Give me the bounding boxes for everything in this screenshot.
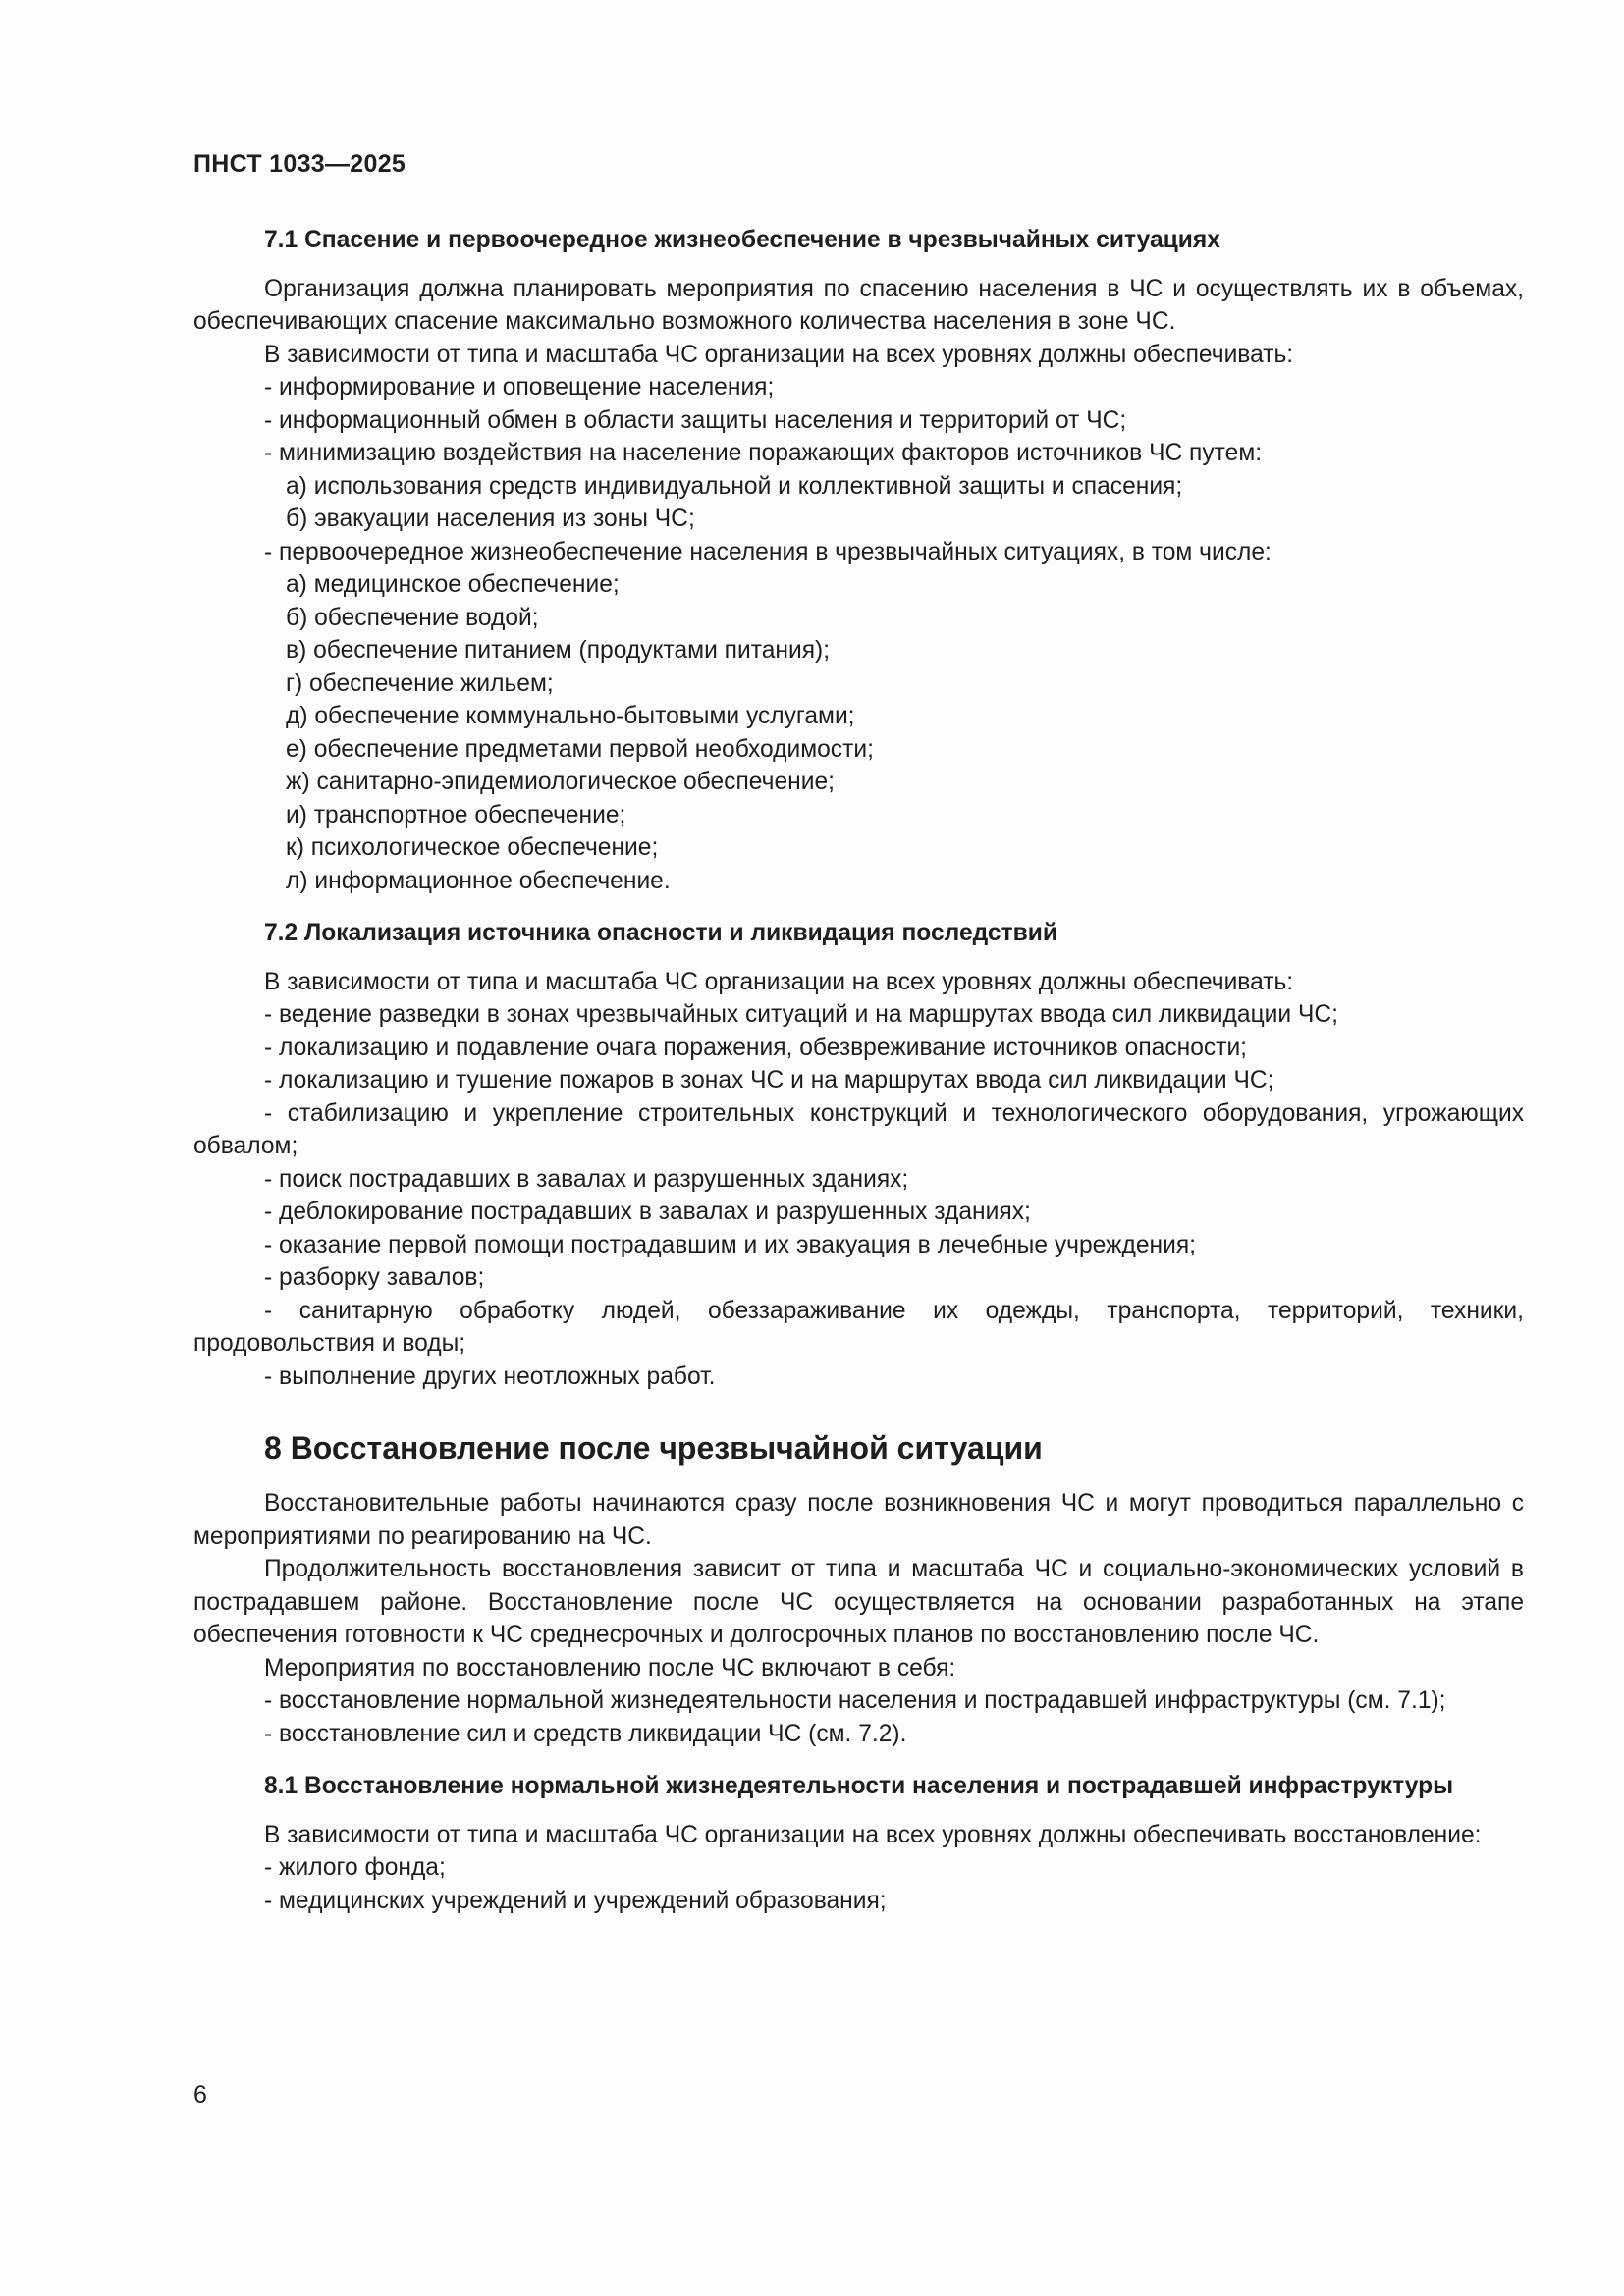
list-item: - восстановление сил и средств ликвидации ЧС (см. 7.2).	[264, 1720, 907, 1747]
sub-list-item: ж) санитарно-эпидемиологическое обеспечение;	[286, 769, 835, 795]
sub-list-item: л) информационное обеспечение.	[286, 867, 671, 894]
sub-list-item: и) транспортное обеспечение;	[286, 801, 626, 828]
sub-list-item: к) психологическое обеспечение;	[286, 834, 659, 861]
sub-list-item: а) медицинское обеспечение;	[286, 571, 620, 598]
list-item: - выполнение других неотложных работ.	[264, 1362, 716, 1390]
list-item: - медицинских учреждений и учреждений образования;	[264, 1887, 887, 1914]
list-item: - поиск пострадавших в завалах и разрушенных зданиях;	[264, 1165, 909, 1193]
sub-list-item: в) обеспечение питанием (продуктами питания);	[286, 637, 831, 664]
sub-list-item: г) обеспечение жильем;	[286, 669, 554, 697]
list-item: - информационный обмен в области защиты населения и территорий от ЧС;	[264, 406, 1127, 434]
list-item: - ведение разведки в зонах чрезвычайных ситуаций и на маршрутах ввода сил ликвидации ЧС;	[264, 1001, 1338, 1028]
document-body	[193, 224, 1524, 1917]
list-item: - первоочередное жизнеобеспечение населения в чрезвычайных ситуациях, в том числе:	[264, 538, 1272, 565]
paragraph: Мероприятия по восстановлению после ЧС включают в себя:	[264, 1654, 956, 1682]
list-item: - оказание первой помощи пострадавшим и их эвакуация в лечебные учреждения;	[264, 1231, 1196, 1258]
section-7-2-title: 7.2 Локализация источника опасности и ликвидация последствий	[264, 920, 1058, 946]
list-item: - локализацию и тушение пожаров в зонах ЧС и на маршрутах ввода сил ликвидации ЧС;	[264, 1067, 1274, 1094]
list-item: - разборку завалов;	[264, 1264, 485, 1291]
sub-list-item: б) обеспечение водой;	[286, 604, 539, 631]
section-8-title: 8 Восстановление после чрезвычайной ситуации	[264, 1430, 1043, 1466]
sub-list-item: б) эвакуации населения из зоны ЧС;	[286, 506, 695, 532]
list-item: - санитарную обработку людей, обеззараживание их одежды, транспорта, территорий, техники, продовольствия и воды;	[193, 1297, 1524, 1357]
list-item: - восстановление нормальной жизнедеятельности населения и пострадавшей инфраструктуры (см. 7.1);	[264, 1687, 1446, 1714]
paragraph: Восстановительные работы начинаются сразу после возникновения ЧС и могут проводиться параллельно с мероприятиями по реагированию на ЧС.	[193, 1490, 1524, 1550]
paragraph: В зависимости от типа и масштаба ЧС организации на всех уровнях должны обеспечивать восстановление:	[264, 1821, 1482, 1848]
list-item: - минимизацию воздействия на население поражающих факторов источников ЧС путем:	[264, 440, 1263, 466]
section-7-1-title: 7.1 Спасение и первоочередное жизнеобеспечение в чрезвычайных ситуациях	[264, 227, 1220, 253]
section-8-1-title: 8.1 Восстановление нормальной жизнедеятельности населения и пострадавшей инфраструктуры	[264, 1773, 1454, 1799]
sub-list-item: е) обеспечение предметами первой необходимости;	[286, 735, 874, 763]
document-header: ПНСТ 1033—2025	[193, 150, 406, 178]
sub-list-item: д) обеспечение коммунально-бытовыми услугами;	[286, 703, 855, 729]
paragraph: В зависимости от типа и масштаба ЧС организации на всех уровнях должны обеспечивать:	[264, 968, 1294, 995]
list-item: - локализацию и подавление очага поражения, обезвреживание источников опасности;	[264, 1034, 1248, 1061]
sub-list-item: а) использования средств индивидуальной и коллективной защиты и спасения;	[286, 472, 1183, 500]
list-item: - информирование и оповещение населения;	[264, 374, 775, 400]
list-item: - деблокирование пострадавших в завалах и разрушенных зданиях;	[264, 1199, 1031, 1225]
list-item: - жилого фонда;	[264, 1854, 446, 1881]
paragraph: Продолжительность восстановления зависит от типа и масштаба ЧС и социально-экономических условий в пострадавшем районе. Восстановление после ЧС осуществляется на основании разработанных на этапе обеспечения готовности к ЧС среднесрочных и долгосрочных планов по восстановлению после ЧС.	[193, 1556, 1524, 1648]
list-item: - стабилизацию и укрепление строительных конструкций и технологического оборудования, угрожающих обвалом;	[193, 1099, 1524, 1159]
paragraph: Организация должна планировать мероприятия по спасению населения в ЧС и осуществлять их в объемах, обеспечивающих спасение максимально возможного количества населения в зоне ЧС.	[193, 275, 1524, 335]
paragraph: В зависимости от типа и масштаба ЧС организации на всех уровнях должны обеспечивать:	[264, 341, 1294, 368]
page-number: 6	[193, 2081, 207, 2109]
